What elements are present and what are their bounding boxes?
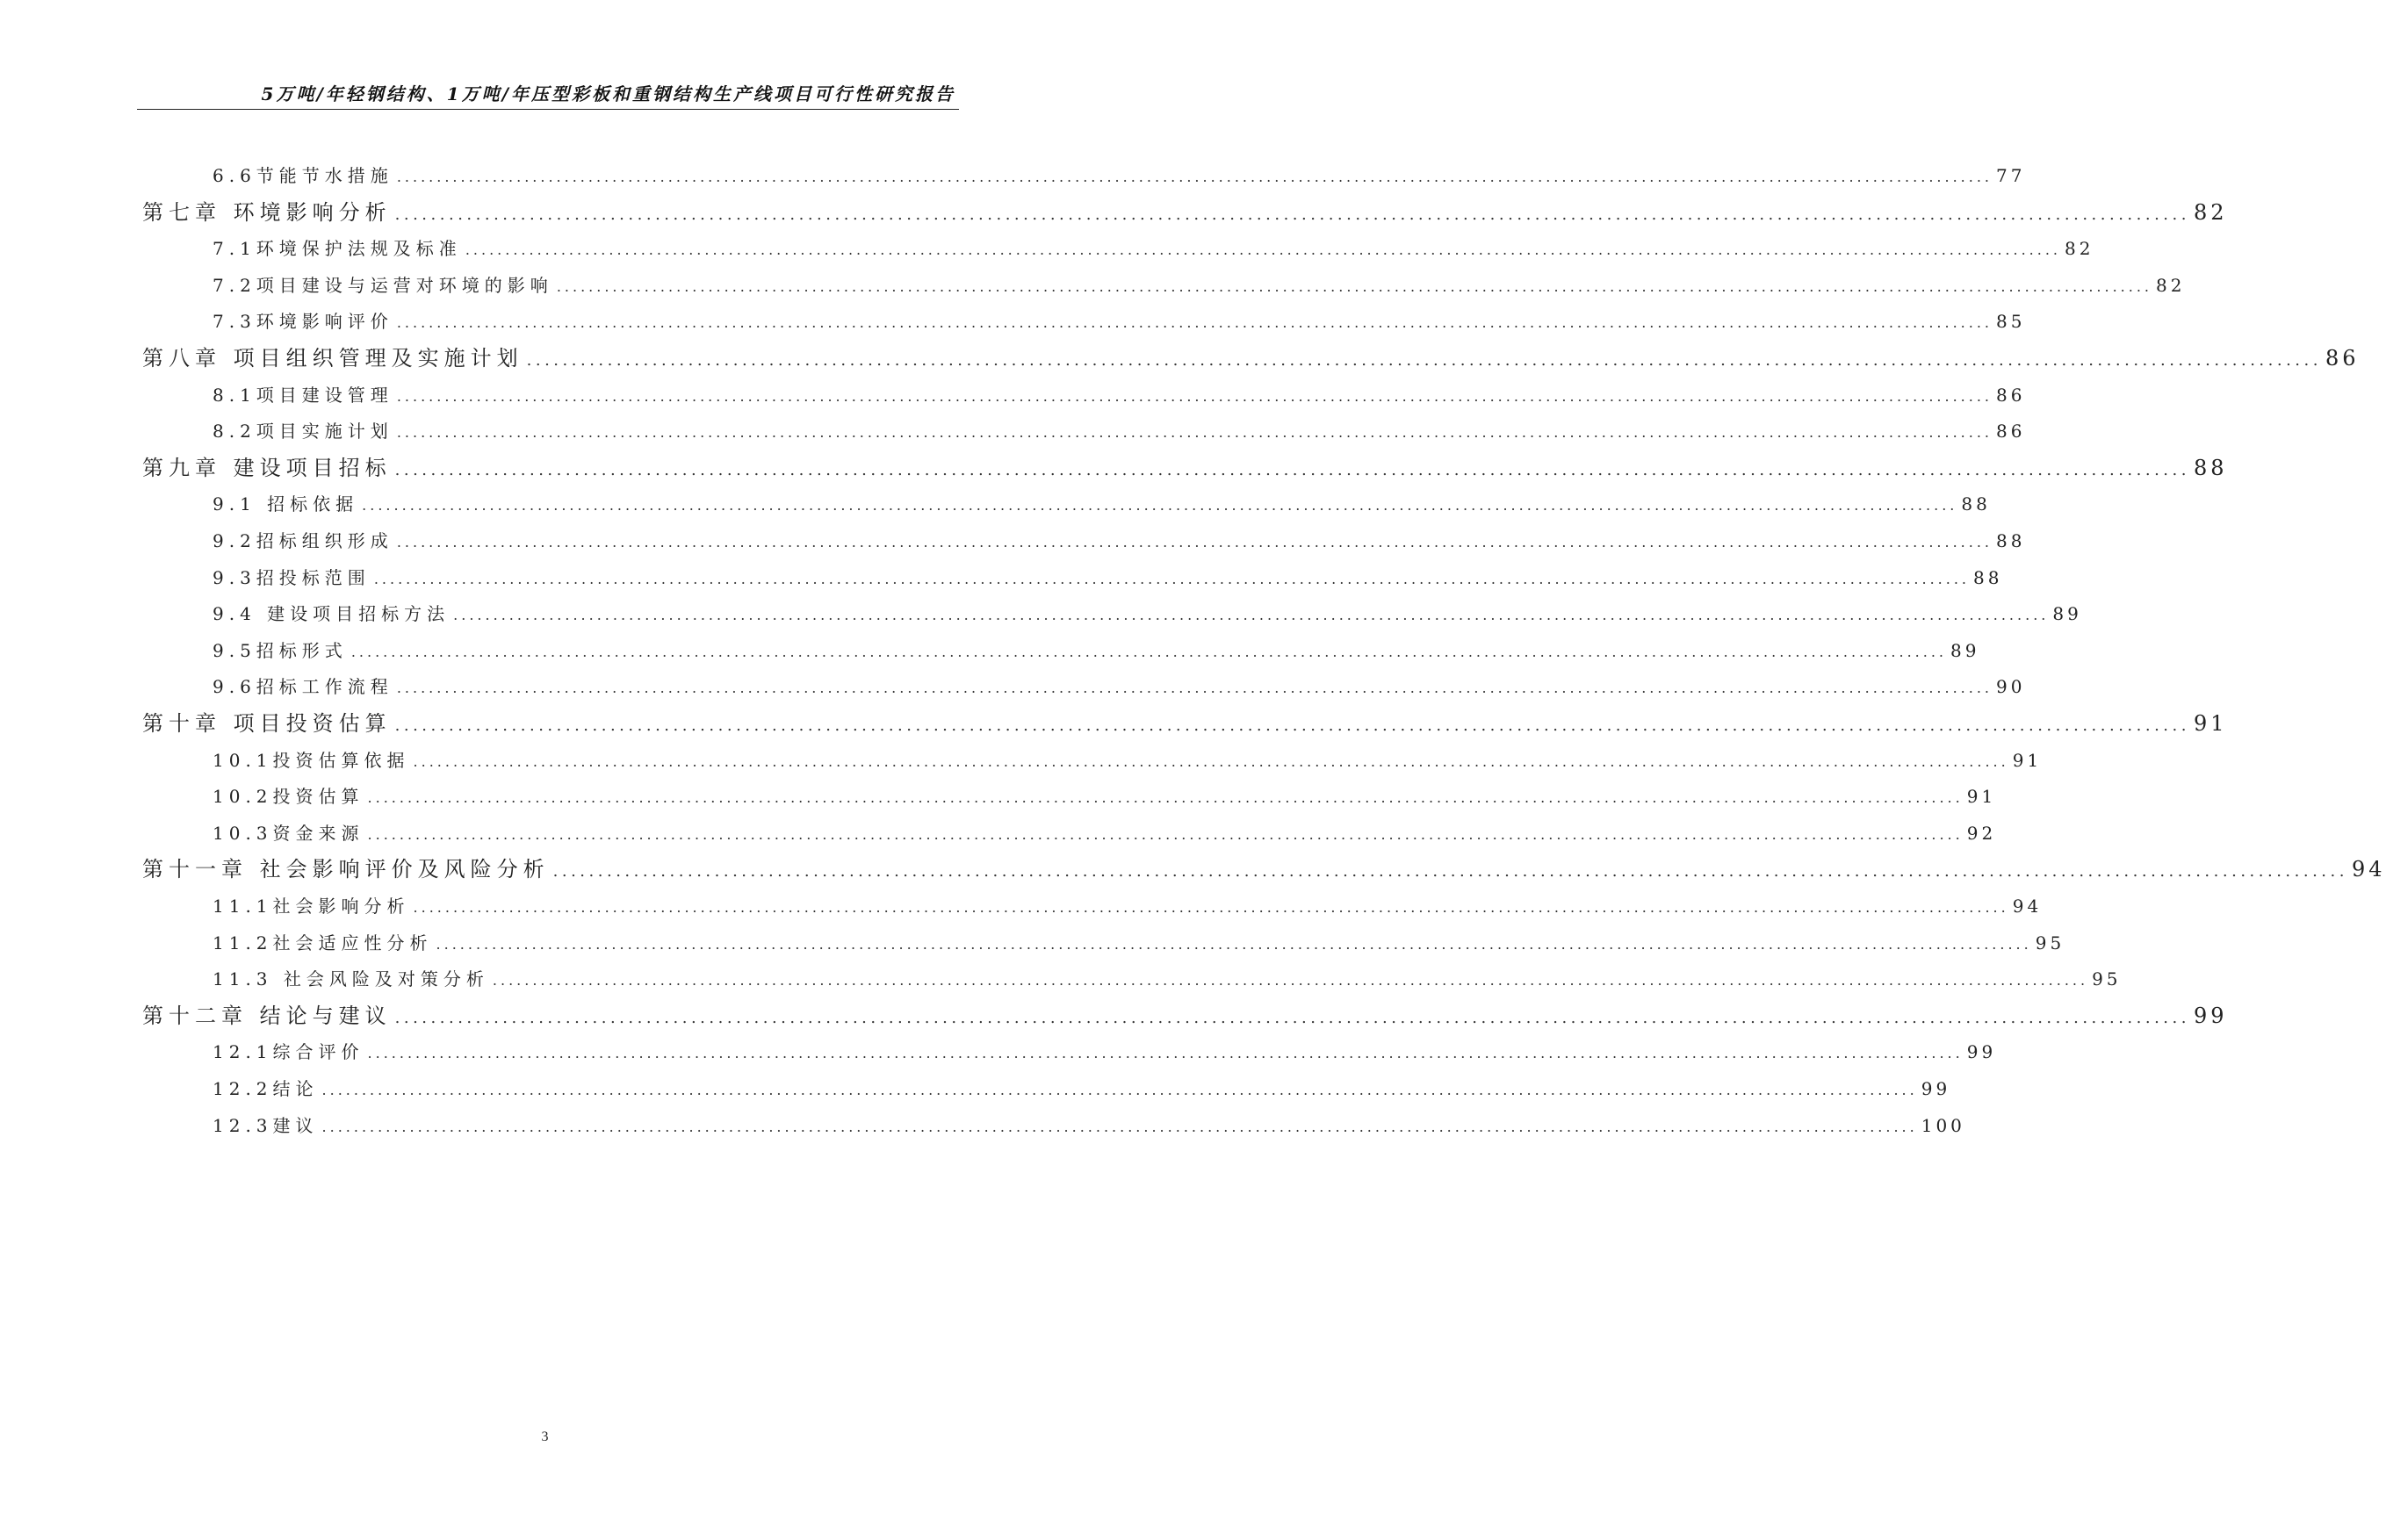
toc-dot-leader: ........................................................................................................................................................................................................	[396, 680, 1993, 697]
toc-entry-page: 91	[2193, 711, 2228, 736]
toc-entry-page: 85	[1996, 311, 2026, 333]
toc-dot-leader: ........................................................................................................................................................................................................	[367, 1045, 1964, 1062]
toc-dot-leader: ........................................................................................................................................................................................................	[394, 460, 2190, 479]
toc-dot-leader: ........................................................................................................................................................................................................	[373, 570, 1970, 587]
toc-entry-page: 94	[2351, 857, 2386, 882]
toc-dot-leader: ........................................................................................................................................................................................................	[394, 1008, 2190, 1027]
toc-entry-page: 77	[1996, 165, 2026, 186]
toc-dot-leader: ........................................................................................................................................................................................................	[362, 497, 1958, 515]
toc-section-entry[interactable]	[213, 564, 2003, 589]
toc-entry-page: 92	[1966, 822, 1997, 844]
toc-entry-page: 90	[1996, 676, 2026, 698]
toc-section-entry[interactable]	[213, 637, 1980, 662]
toc-dot-leader: ........................................................................................................................................................................................................	[396, 387, 1993, 405]
toc-entry-title: 9.1 招标依据	[213, 493, 359, 515]
toc-entry-title: 7.2项目建设与运营对环境的影响	[213, 274, 553, 296]
toc-entry-page: 99	[1921, 1078, 1951, 1099]
toc-chapter-entry[interactable]	[142, 195, 2228, 226]
toc-chapter-entry[interactable]	[142, 341, 2360, 371]
toc-section-entry[interactable]	[213, 307, 2026, 333]
toc-entry-page: 91	[1966, 786, 1997, 808]
toc-entry-title: 10.1投资估算依据	[213, 749, 410, 771]
toc-section-entry[interactable]	[213, 381, 2026, 407]
toc-dot-leader: ........................................................................................................................................................................................................	[436, 935, 2032, 953]
toc-entry-title: 8.1项目建设管理	[213, 384, 393, 406]
toc-entry-page: 95	[2035, 932, 2065, 954]
page-number: 3	[541, 1429, 549, 1444]
toc-entry-page: 86	[2325, 346, 2360, 371]
toc-entry-title: 11.3 社会风险及对策分析	[213, 968, 489, 990]
toc-entry-title: 第十一章 社会影响评价及风险分析	[142, 857, 550, 882]
toc-entry-title: 6.6节能节水措施	[213, 165, 393, 186]
toc-section-entry[interactable]	[213, 892, 2043, 918]
toc-dot-leader: ........................................................................................................................................................................................................	[396, 169, 1993, 185]
toc-section-entry[interactable]	[213, 746, 2043, 772]
toc-entry-title: 9.4 建设项目招标方法	[213, 603, 451, 625]
toc-entry-page: 86	[1996, 384, 2026, 406]
toc-dot-leader: ........................................................................................................................................................................................................	[394, 205, 2190, 224]
toc-entry-page: 82	[2193, 199, 2228, 225]
toc-section-entry[interactable]	[213, 490, 1991, 515]
toc-chapter-entry[interactable]	[142, 450, 2228, 481]
toc-entry-title: 12.3建议	[213, 1114, 319, 1136]
toc-entry-page: 86	[1996, 421, 2026, 443]
toc-section-entry[interactable]	[213, 162, 2026, 187]
toc-entry-page: 95	[2092, 968, 2122, 990]
toc-entry-page: 99	[1966, 1041, 1997, 1063]
toc-chapter-entry[interactable]	[142, 998, 2228, 1029]
toc-entry-title: 10.3资金来源	[213, 822, 364, 844]
toc-dot-leader: ........................................................................................................................................................................................................	[413, 752, 2009, 770]
toc-entry-page: 91	[2012, 749, 2043, 771]
toc-entry-title: 11.2社会适应性分析	[213, 932, 433, 954]
toc-section-entry[interactable]	[213, 782, 1997, 808]
toc-section-entry[interactable]	[213, 1038, 1997, 1063]
toc-entry-title: 12.2结论	[213, 1078, 319, 1099]
toc-entry-title: 第十二章 结论与建议	[142, 1003, 392, 1028]
toc-section-entry[interactable]	[213, 527, 2026, 552]
toc-section-entry[interactable]	[213, 600, 2082, 625]
toc-entry-title: 8.2项目实施计划	[213, 421, 393, 443]
toc-section-entry[interactable]	[213, 819, 1997, 845]
toc-entry-page: 82	[2156, 274, 2186, 296]
toc-entry-page: 89	[1950, 639, 1980, 661]
toc-entry-title: 10.2投资估算	[213, 786, 364, 808]
toc-entry-title: 第九章 建设项目招标	[142, 455, 392, 480]
toc-dot-leader: ........................................................................................................................................................................................................	[453, 607, 2050, 624]
toc-entry-page: 88	[1973, 566, 2003, 588]
toc-section-entry[interactable]	[213, 965, 2122, 990]
page-header	[137, 0, 959, 110]
toc-dot-leader: ........................................................................................................................................................................................................	[556, 277, 2152, 295]
toc-dot-leader: ........................................................................................................................................................................................................	[367, 825, 1964, 843]
toc-section-entry[interactable]	[213, 929, 2065, 954]
toc-section-entry[interactable]	[213, 271, 2186, 297]
toc-dot-leader: ........................................................................................................................................................................................................	[321, 1082, 1918, 1098]
toc-dot-leader: ........................................................................................................................................................................................................	[321, 1118, 1918, 1135]
toc-dot-leader: ........................................................................................................................................................................................................	[396, 534, 1993, 551]
toc-dot-leader: ........................................................................................................................................................................................................	[465, 241, 2061, 259]
toc-entry-page: 100	[1921, 1114, 1965, 1136]
toc-dot-leader: ........................................................................................................................................................................................................	[367, 789, 1964, 807]
toc-entry-page: 89	[2052, 603, 2082, 625]
toc-dot-leader: ........................................................................................................................................................................................................	[552, 862, 2348, 882]
toc-dot-leader: ........................................................................................................................................................................................................	[396, 424, 1993, 442]
toc-section-entry[interactable]	[213, 1112, 1965, 1137]
toc-entry-page: 88	[1961, 493, 1991, 515]
toc-entry-title: 9.3招投标范围	[213, 566, 371, 588]
toc-entry-title: 9.5招标形式	[213, 639, 348, 661]
toc-dot-leader: ........................................................................................................................................................................................................	[396, 314, 1993, 332]
toc-section-entry[interactable]	[213, 417, 2026, 443]
toc-entry-page: 94	[2012, 896, 2043, 917]
toc-entry-title: 第十章 项目投资估算	[142, 711, 392, 736]
report-title: 5万吨/年轻钢结构、1万吨/年压型彩板和重钢结构生产线项目可行性研究报告	[261, 83, 955, 104]
toc-section-entry[interactable]	[213, 234, 2094, 260]
toc-entry-title: 7.1环境保护法规及标准	[213, 238, 462, 260]
toc-entry-page: 88	[2193, 455, 2228, 480]
toc-dot-leader: ........................................................................................................................................................................................................	[492, 972, 2089, 989]
toc-dot-leader: ........................................................................................................................................................................................................	[413, 899, 2009, 916]
toc-entry-title: 9.6招标工作流程	[213, 676, 393, 698]
toc-dot-leader: ........................................................................................................................................................................................................	[526, 351, 2322, 370]
toc-chapter-entry[interactable]	[142, 852, 2386, 882]
toc-section-entry[interactable]	[213, 1075, 1951, 1100]
toc-dot-leader: ........................................................................................................................................................................................................	[394, 716, 2190, 735]
toc-entry-title: 9.2招标组织形成	[213, 530, 393, 551]
toc-entry-title: 7.3环境影响评价	[213, 311, 393, 333]
toc-chapter-entry[interactable]	[142, 706, 2228, 737]
toc-entry-title: 第七章 环境影响分析	[142, 199, 392, 225]
toc-entry-title: 12.1综合评价	[213, 1041, 364, 1063]
toc-dot-leader: ........................................................................................................................................................................................................	[350, 643, 1947, 660]
toc-entry-title: 11.1社会影响分析	[213, 896, 410, 917]
toc-section-entry[interactable]	[213, 673, 2026, 698]
toc-entry-title: 第八章 项目组织管理及实施计划	[142, 346, 523, 371]
toc-entry-page: 99	[2193, 1003, 2228, 1028]
toc-entry-page: 88	[1996, 530, 2026, 551]
toc-entry-page: 82	[2065, 238, 2094, 260]
